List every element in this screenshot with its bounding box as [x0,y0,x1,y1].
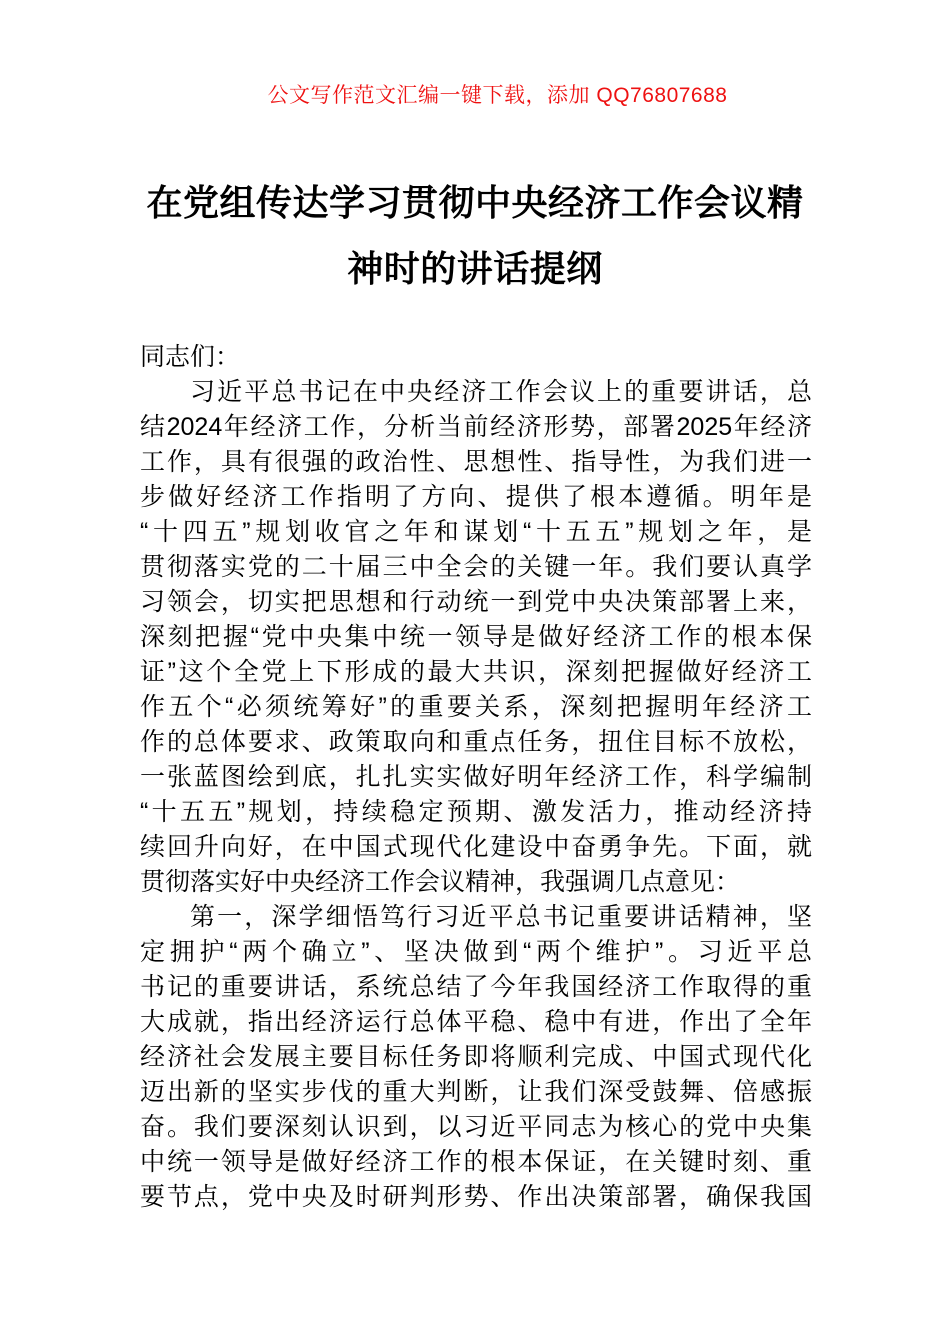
body-line-p2-7: 习领会，切实把思想和行动统一到党中央决策部署上来， [140,588,812,616]
body-line-p2-14: 续回升向好，在中国式现代化建设中奋勇争先。下面，就 [140,833,812,861]
title-line-1: 在党组传达学习贯彻中央经济工作会议精 [146,182,804,223]
body-line-p1-1: 同志们： [140,343,241,371]
body-line-p2-6: 贯彻落实党的二十届三中全会的关键一年。我们要认真学 [140,553,812,581]
body-line-p2-8: 深刻把握“党中央集中统一领导是做好经济工作的根本保 [140,623,812,651]
body-line-p3-5: 经济社会发展主要目标任务即将顺利完成、中国式现代化 [140,1043,812,1071]
body-line-p2-1: 习近平总书记在中央经济工作会议上的重要讲话，总 [190,378,812,406]
title-line-2: 神时的讲话提纲 [347,248,603,289]
body-line-p3-7: 奋。我们要深刻认识到，以习近平同志为核心的党中央集 [140,1113,812,1141]
document-title [0,170,950,302]
body-line-p3-4: 大成就，指出经济运行总体平稳、稳中有进，作出了全年 [140,1008,812,1036]
document-body [140,340,812,1215]
body-line-p2-3: 工作，具有很强的政治性、思想性、指导性，为我们进一 [140,448,812,476]
body-line-p3-3: 书记的重要讲话，系统总结了今年我国经济工作取得的重 [140,973,812,1001]
body-line-p2-15: 贯彻落实好中央经济工作会议精神，我强调几点意见： [140,868,741,896]
body-line-p2-13: “十五五”规划，持续稳定预期、激发活力，推动经济持 [140,798,812,826]
body-line-p3-2: 定拥护“两个确立”、坚决做到“两个维护”。习近平总 [140,938,812,966]
body-line-p3-9: 要节点，党中央及时研判形势、作出决策部署，确保我国 [140,1183,812,1211]
body-line-p3-6: 迈出新的坚实步伐的重大判断，让我们深受鼓舞、倍感振 [140,1078,812,1106]
body-line-p3-1: 第一，深学细悟笃行习近平总书记重要讲话精神，坚 [190,903,812,931]
body-line-p2-4: 步做好经济工作指明了方向、提供了根本遵循。明年是 [140,483,812,511]
body-line-p2-9: 证”这个全党上下形成的最大共识，深刻把握做好经济工 [140,658,812,686]
body-line-p3-8: 中统一领导是做好经济工作的根本保证，在关键时刻、重 [140,1148,812,1176]
promo-banner-text: 公文写作范文汇编一键下载，添加 QQ76807688 [267,84,728,107]
body-line-p2-5: “十四五”规划收官之年和谋划“十五五”规划之年，是 [140,518,812,546]
body-line-p2-11: 作的总体要求、政策取向和重点任务，扭住目标不放松， [140,728,812,756]
body-line-p2-10: 作五个“必须统筹好”的重要关系，深刻把握明年经济工 [140,693,812,721]
body-line-p2-2: 结2024年经济工作，分析当前经济形势，部署2025年经济 [140,413,812,441]
body-line-p2-12: 一张蓝图绘到底，扎扎实实做好明年经济工作，科学编制 [140,763,812,791]
